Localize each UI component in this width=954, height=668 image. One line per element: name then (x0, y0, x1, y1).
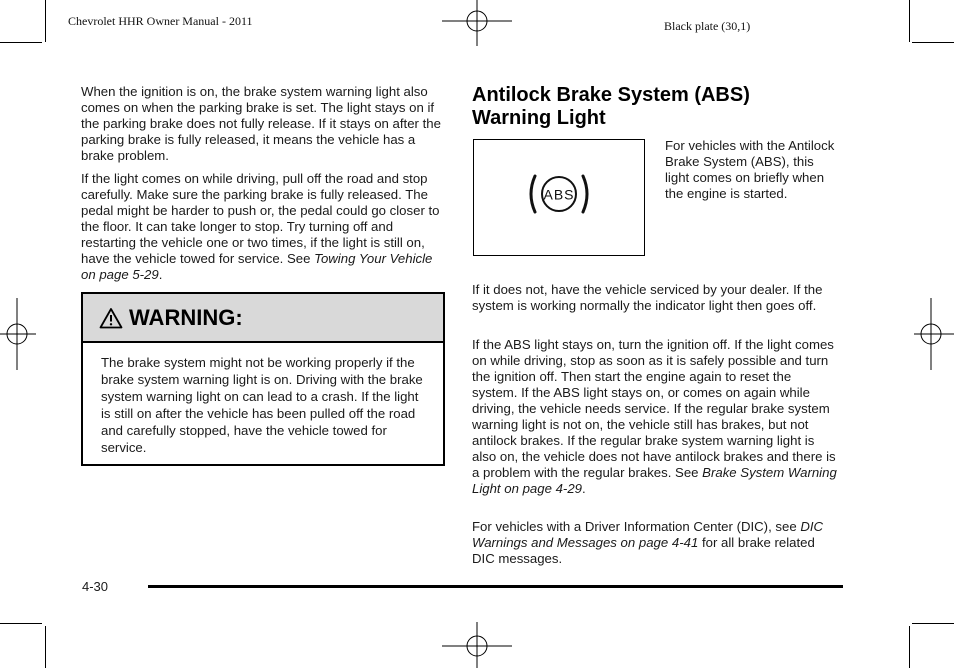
crop-mark (909, 626, 910, 668)
towing-reference-link[interactable]: Towing Your Vehicle on page 5-29 (81, 251, 433, 282)
warning-triangle-icon (99, 307, 123, 329)
warning-body: The brake system might not be working properly if the brake system warning light is on. Driving with the brake system warning light on can lead to a crash. If the light is still on after the vehicle has been pulled off the road and carefully stopped, have the vehicle towed for service. (101, 355, 423, 455)
warning-header (83, 294, 443, 343)
right-paragraph-3 (472, 519, 837, 567)
abs-icon-label: ABS (543, 186, 575, 203)
right-paragraph-3-end: for all brake related DIC messages. (472, 535, 815, 566)
crop-mark (912, 623, 954, 624)
header-plate-info: Black plate (30,1) (664, 19, 751, 33)
registration-mark-left (0, 298, 36, 370)
crop-mark (0, 623, 42, 624)
section-title-line-1: Antilock Brake System (ABS) (472, 84, 750, 106)
header-manual-title: Chevrolet HHR Owner Manual - 2011 (68, 14, 253, 28)
left-paragraph-2 (81, 171, 443, 283)
warning-title: WARNING: (129, 304, 243, 330)
abs-icon-frame (473, 139, 645, 256)
right-paragraph-2 (472, 337, 837, 497)
crop-mark (909, 0, 910, 42)
abs-warning-icon (526, 172, 592, 216)
section-title (472, 84, 750, 130)
warning-box (81, 292, 445, 466)
crop-mark (45, 626, 46, 668)
left-paragraph-2-end: . (158, 267, 163, 282)
dic-reference-link[interactable]: DIC Warnings and Messages on page 4-41 (472, 519, 824, 550)
registration-mark-right (914, 298, 954, 370)
right-paragraph-3-text: For vehicles with a Driver Information Center (DIC), see (472, 519, 801, 534)
left-paragraph-2-text: If the light comes on while driving, pull off the road and stop carefully. Make sure the parking brake is fully released. The pedal might be harder to push or, the pedal could go closer to the floor. It can take longer to stop. Try turning off and restarting the vehicle one or two times, if the light is still on, have the vehicle towed for service. See (81, 171, 440, 266)
right-paragraph-2-text: If the ABS light stays on, turn the ignition off. If the light comes on while driving, stop as soon as it is safely possible and turn the ignition off. Then start the engine again to reset the system. If the ABS light stays on, or comes on again while driving, the vehicle needs service. If the regular brake system warning light is not on, the vehicle still has brakes, but not antilock brakes. If the regular brake system warning light is also on, the vehicle does not have antilock brakes and there is a problem with the regular brakes. See (472, 337, 836, 480)
registration-mark-bottom (442, 622, 512, 668)
crop-mark (0, 42, 42, 43)
crop-mark (912, 42, 954, 43)
left-paragraph-1: When the ignition is on, the brake system warning light also comes on when the parking brake is set. The light stays on if the parking brake does not fully release. If it stays on after the parking brake is fully released, it means the vehicle has a brake problem. (81, 84, 441, 163)
registration-mark-top (442, 0, 512, 46)
abs-intro-text: For vehicles with the Antilock Brake System (ABS), this light comes on briefly when the engine is started. (665, 138, 835, 201)
section-title-line-2: Warning Light (472, 107, 606, 129)
crop-mark (45, 0, 46, 42)
right-paragraph-2-end: . (582, 481, 586, 496)
brake-system-reference-link[interactable]: Brake System Warning Light on page 4-29 (472, 465, 837, 496)
right-paragraph-1: If it does not, have the vehicle serviced by your dealer. If the system is working normally the indicator light then goes off. (472, 282, 823, 313)
page-number: 4-30 (82, 579, 109, 594)
footer-rule (148, 585, 843, 588)
